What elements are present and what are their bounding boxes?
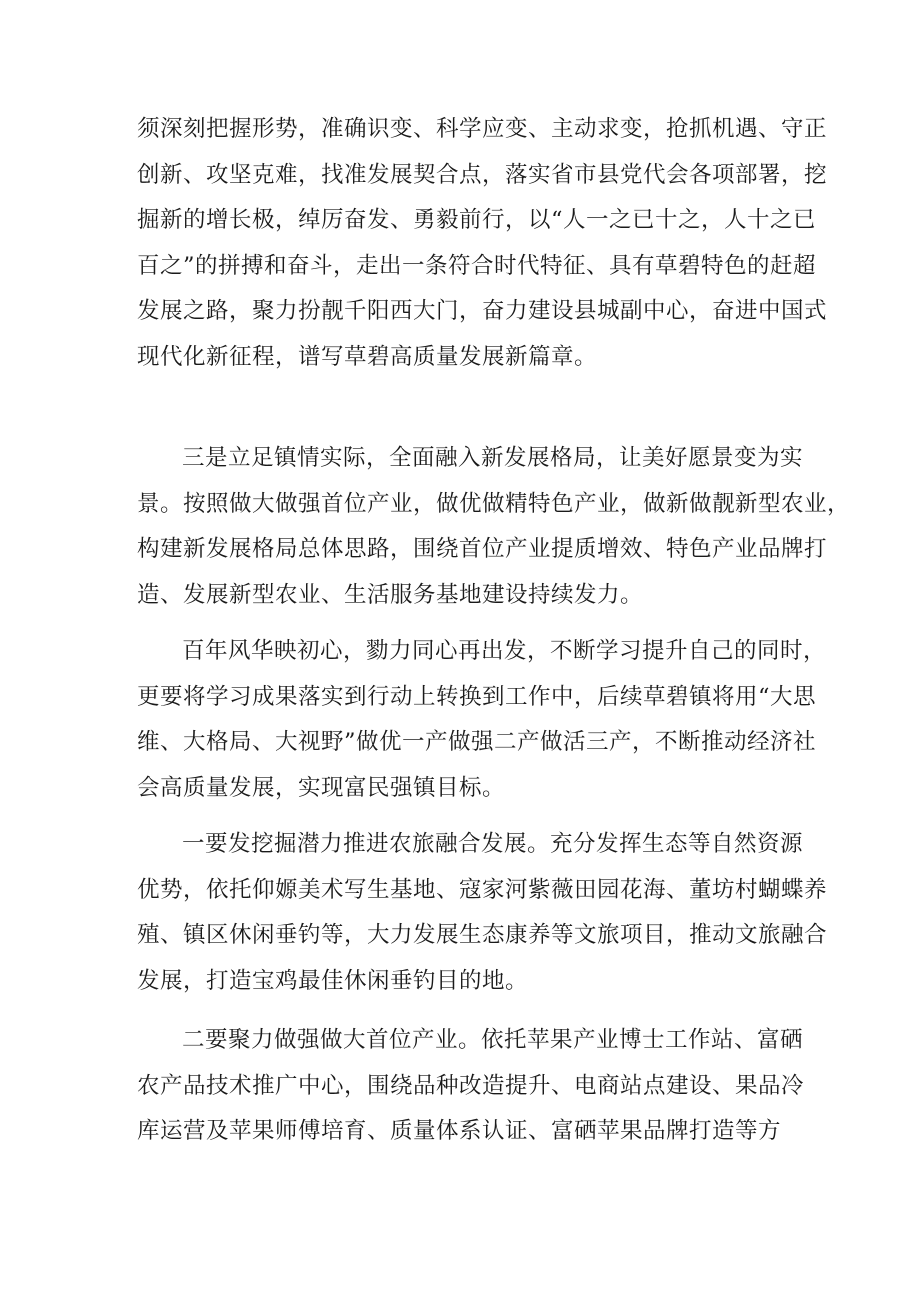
paragraph-line: 现代化新征程，谱写草碧高质量发展新篇章。 [137,343,598,370]
paragraph-line: 百年风华映初心，勠力同心再出发，不断学习提升自己的同时， [182,638,827,664]
paragraph-line: 维、大格局、大视野”做优一产做强二产做活三产，不断推动经济社 [137,729,817,755]
paragraph-line: 库运营及苹果师傅培育、质量体系认证、富硒苹果品牌打造等方 [137,1118,782,1144]
paragraph-line: 殖、镇区休闲垂钓等，大力发展生态康养等文旅项目，推动文旅融合 [137,922,828,948]
paragraph-line: 百之”的拼搏和奋斗，走出一条符合时代特征、具有草碧特色的赶超 [137,252,817,279]
paragraph-line: 二要聚力做强做大首位产业。依托苹果产业博士工作站、富硒 [182,1027,804,1053]
paragraph-line: 一要发挖掘潜力推进农旅融合发展。充分发挥生态等自然资源 [182,831,804,857]
paragraph-line: 造、发展新型农业、生活服务基地建设持续发力。 [137,581,644,608]
paragraph-line: 掘新的增长极，绰厉奋发、勇毅前行，以“人一之已十之，人十之已 [137,207,817,233]
paragraph-line: 三是立足镇情实际，全面融入新发展格局，让美好愿景变为实 [182,445,804,471]
paragraph-5 [137,1018,805,1155]
paragraph-line: 发展，打造宝鸡最佳休闲垂钓目的地。 [137,967,529,994]
paragraph-line: 构建新发展格局总体思路，围绕首位产业提质增效、特色产业品牌打 [137,536,828,562]
paragraph-1 [137,107,828,380]
paragraph-line: 更要将学习成果落实到行动上转换到工作中，后续草碧镇将用“大思 [137,683,817,710]
paragraph-line: 景。按照做大做强首位产业，做优做精特色产业，做新做靓新型农业， [137,490,851,517]
paragraph-line: 创新、攻坚克难，找准发展契合点，落实省市县党代会各项部署，挖 [137,161,828,188]
paragraph-line: 农产品技术推广中心，围绕品种改造提升、电商站点建设、果品冷 [137,1072,805,1099]
paragraph-line: 须深刻把握形势，准确识变、科学应变、主动求变，抢抓机遇、守正 [137,116,828,142]
paragraph-4 [137,822,828,1004]
paragraph-2 [137,436,851,618]
paragraph-line: 优势，依托仰嫄美术写生基地、寇家河紫薇田园花海、董坊村蝴蝶养 [137,876,828,903]
paragraph-3 [137,629,827,811]
paragraph-line: 会高质量发展，实现富民强镇目标。 [137,774,506,801]
paragraph-line: 发展之路，聚力扮靓千阳西大门，奋力建设县城副中心，奋进中国式 [137,298,828,324]
